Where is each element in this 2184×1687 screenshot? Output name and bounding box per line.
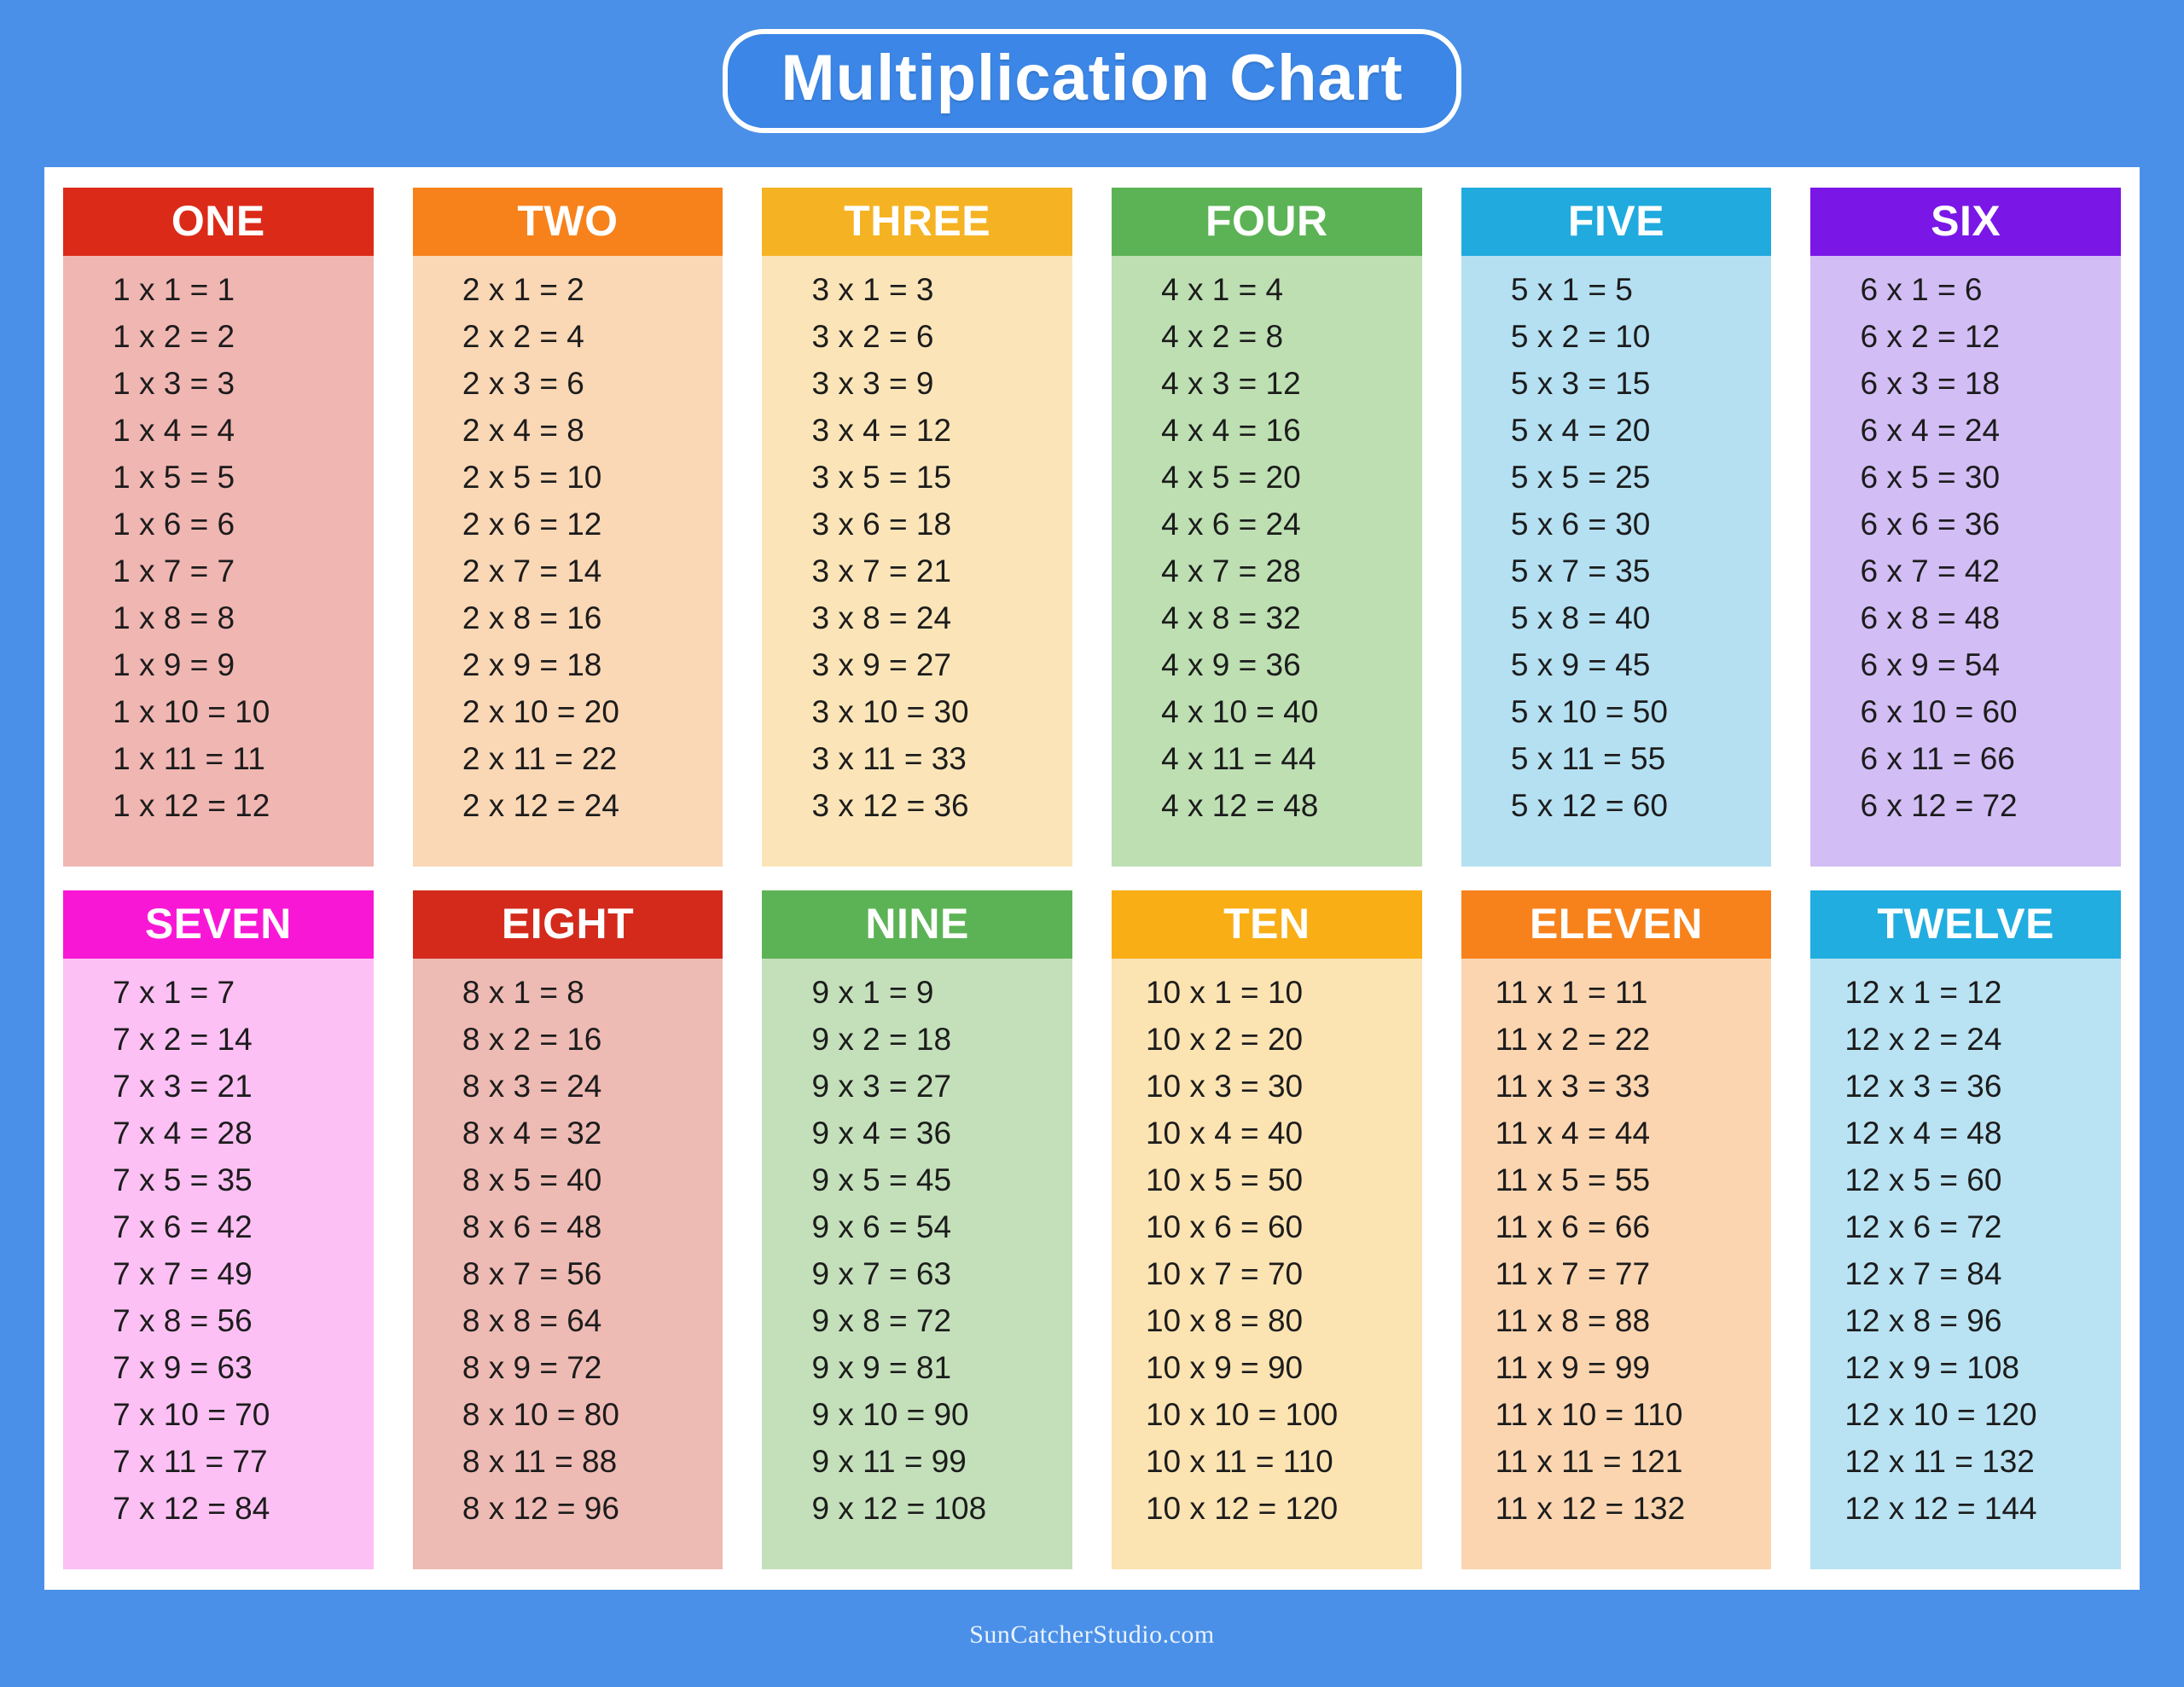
table-block-one (63, 188, 374, 867)
table-row: 10 x 11 = 110 (1145, 1444, 1333, 1479)
title-badge (723, 29, 1461, 133)
table-body (762, 256, 1072, 867)
table-row: 1 x 3 = 3 (113, 366, 235, 401)
table-row: 2 x 10 = 20 (462, 694, 619, 729)
table-row: 9 x 12 = 108 (811, 1491, 987, 1526)
table-block-three (762, 188, 1072, 867)
table-row: 8 x 1 = 8 (462, 975, 584, 1010)
table-row: 11 x 4 = 44 (1495, 1116, 1651, 1151)
table-row: 4 x 12 = 48 (1161, 788, 1319, 823)
table-header: TEN (1112, 890, 1422, 959)
table-row: 2 x 3 = 6 (462, 366, 584, 401)
table-row: 8 x 7 = 56 (462, 1256, 602, 1291)
table-block-two (413, 188, 723, 867)
table-row: 3 x 11 = 33 (811, 741, 967, 776)
table-row: 10 x 3 = 30 (1145, 1069, 1304, 1104)
table-row: 3 x 3 = 9 (811, 366, 934, 401)
table-block-nine (762, 890, 1072, 1569)
table-header: THREE (762, 188, 1072, 256)
table-row: 2 x 8 = 16 (462, 600, 602, 635)
table-row: 12 x 8 = 96 (1844, 1303, 2002, 1338)
table-row: 3 x 4 = 12 (811, 413, 952, 448)
table-row: 8 x 4 = 32 (462, 1116, 602, 1151)
table-row: 8 x 12 = 96 (462, 1491, 619, 1526)
table-row: 9 x 4 = 36 (811, 1116, 952, 1151)
table-row: 4 x 8 = 32 (1161, 600, 1301, 635)
table-row: 11 x 6 = 66 (1495, 1209, 1651, 1244)
table-row: 3 x 1 = 3 (811, 272, 934, 307)
table-row: 10 x 2 = 20 (1145, 1022, 1304, 1057)
table-row: 10 x 1 = 10 (1145, 975, 1304, 1010)
table-row: 7 x 11 = 77 (113, 1444, 268, 1479)
table-row: 6 x 4 = 24 (1860, 413, 2001, 448)
table-row: 4 x 9 = 36 (1161, 647, 1301, 682)
table-row: 9 x 1 = 9 (811, 975, 934, 1010)
table-row: 5 x 11 = 55 (1510, 741, 1666, 776)
table-header: SEVEN (63, 890, 374, 959)
table-row: 6 x 2 = 12 (1860, 319, 2001, 354)
table-row: 4 x 1 = 4 (1161, 272, 1284, 307)
table-row: 6 x 5 = 30 (1860, 460, 2001, 495)
table-row: 6 x 7 = 42 (1860, 554, 2001, 588)
table-row: 5 x 12 = 60 (1510, 788, 1668, 823)
table-row: 2 x 1 = 2 (462, 272, 584, 307)
table-body (1461, 256, 1772, 867)
table-row: 7 x 4 = 28 (113, 1116, 253, 1151)
table-body (1461, 959, 1772, 1569)
table-body (1112, 256, 1422, 867)
table-row: 4 x 7 = 28 (1161, 554, 1301, 588)
table-row: 2 x 4 = 8 (462, 413, 584, 448)
table-row: 11 x 11 = 121 (1495, 1444, 1683, 1479)
table-header: TWELVE (1810, 890, 2121, 959)
table-row: 1 x 7 = 7 (113, 554, 235, 588)
table-row: 1 x 1 = 1 (113, 272, 235, 307)
table-block-eight (413, 890, 723, 1569)
table-row: 8 x 11 = 88 (462, 1444, 618, 1479)
table-block-ten (1112, 890, 1422, 1569)
table-row: 6 x 11 = 66 (1860, 741, 2015, 776)
table-row: 11 x 1 = 11 (1495, 975, 1648, 1010)
table-row: 10 x 9 = 90 (1145, 1350, 1304, 1385)
table-row: 6 x 6 = 36 (1860, 507, 2001, 542)
table-row: 1 x 12 = 12 (113, 788, 270, 823)
table-block-twelve (1810, 890, 2121, 1569)
table-body (1810, 959, 2121, 1569)
table-row: 9 x 3 = 27 (811, 1069, 952, 1104)
table-row: 4 x 5 = 20 (1161, 460, 1301, 495)
table-row: 2 x 6 = 12 (462, 507, 602, 542)
table-row: 12 x 10 = 120 (1844, 1397, 2037, 1432)
title-container (0, 29, 2184, 133)
table-row: 8 x 10 = 80 (462, 1397, 619, 1432)
table-row: 3 x 10 = 30 (811, 694, 969, 729)
table-row: 3 x 12 = 36 (811, 788, 969, 823)
table-row: 5 x 5 = 25 (1510, 460, 1651, 495)
table-row: 12 x 4 = 48 (1844, 1116, 2002, 1151)
table-row: 9 x 7 = 63 (811, 1256, 952, 1291)
chart-card (44, 167, 2140, 1590)
table-row: 10 x 12 = 120 (1145, 1491, 1339, 1526)
table-row: 12 x 1 = 12 (1844, 975, 2002, 1010)
table-header: FOUR (1112, 188, 1422, 256)
table-row: 7 x 3 = 21 (113, 1069, 253, 1104)
table-row: 10 x 4 = 40 (1145, 1116, 1304, 1151)
page-title: Multiplication Chart (781, 42, 1403, 114)
table-row: 3 x 6 = 18 (811, 507, 952, 542)
table-row: 10 x 5 = 50 (1145, 1162, 1304, 1197)
table-row: 6 x 9 = 54 (1860, 647, 2001, 682)
table-row: 5 x 8 = 40 (1510, 600, 1651, 635)
table-row: 6 x 12 = 72 (1860, 788, 2018, 823)
table-row: 12 x 12 = 144 (1844, 1491, 2037, 1526)
table-row: 11 x 7 = 77 (1495, 1256, 1651, 1291)
table-row: 5 x 3 = 15 (1510, 366, 1651, 401)
table-row: 3 x 7 = 21 (811, 554, 952, 588)
table-header: TWO (413, 188, 723, 256)
table-row: 5 x 4 = 20 (1510, 413, 1651, 448)
table-row: 3 x 5 = 15 (811, 460, 952, 495)
table-row: 9 x 10 = 90 (811, 1397, 969, 1432)
table-row: 1 x 10 = 10 (113, 694, 270, 729)
table-row: 1 x 5 = 5 (113, 460, 235, 495)
table-row: 8 x 2 = 16 (462, 1022, 602, 1057)
table-block-eleven (1461, 890, 1772, 1569)
table-row: 10 x 8 = 80 (1145, 1303, 1304, 1338)
table-row: 7 x 8 = 56 (113, 1303, 253, 1338)
table-row: 6 x 3 = 18 (1860, 366, 2001, 401)
table-row: 7 x 2 = 14 (113, 1022, 253, 1057)
footer-credit: SunCatcherStudio.com (969, 1620, 1215, 1649)
table-row: 4 x 2 = 8 (1161, 319, 1284, 354)
table-row: 5 x 9 = 45 (1510, 647, 1651, 682)
table-row: 8 x 9 = 72 (462, 1350, 602, 1385)
table-row: 8 x 6 = 48 (462, 1209, 602, 1244)
table-row: 1 x 2 = 2 (113, 319, 235, 354)
table-row: 4 x 3 = 12 (1161, 366, 1301, 401)
table-row: 4 x 6 = 24 (1161, 507, 1301, 542)
table-row: 12 x 3 = 36 (1844, 1069, 2002, 1104)
table-row: 11 x 12 = 132 (1495, 1491, 1686, 1526)
table-block-six (1810, 188, 2121, 867)
table-row: 4 x 4 = 16 (1161, 413, 1301, 448)
table-row: 7 x 10 = 70 (113, 1397, 270, 1432)
table-row: 6 x 10 = 60 (1860, 694, 2018, 729)
table-row: 10 x 7 = 70 (1145, 1256, 1304, 1291)
table-header: FIVE (1461, 188, 1772, 256)
table-header: ONE (63, 188, 374, 256)
table-row: 3 x 2 = 6 (811, 319, 934, 354)
table-row: 5 x 7 = 35 (1510, 554, 1651, 588)
table-row: 7 x 12 = 84 (113, 1491, 270, 1526)
table-body (762, 959, 1072, 1569)
table-row: 8 x 5 = 40 (462, 1162, 602, 1197)
table-row: 1 x 8 = 8 (113, 600, 235, 635)
table-body (413, 959, 723, 1569)
table-row: 8 x 8 = 64 (462, 1303, 602, 1338)
table-row: 5 x 2 = 10 (1510, 319, 1651, 354)
table-row: 5 x 6 = 30 (1510, 507, 1651, 542)
table-body (63, 256, 374, 867)
table-row: 7 x 1 = 7 (113, 975, 235, 1010)
table-row: 12 x 5 = 60 (1844, 1162, 2002, 1197)
table-row: 4 x 11 = 44 (1161, 741, 1316, 776)
table-header: NINE (762, 890, 1072, 959)
table-block-seven (63, 890, 374, 1569)
table-row: 7 x 5 = 35 (113, 1162, 253, 1197)
table-row: 11 x 2 = 22 (1495, 1022, 1651, 1057)
table-row: 2 x 9 = 18 (462, 647, 602, 682)
table-row: 1 x 6 = 6 (113, 507, 235, 542)
table-body (1112, 959, 1422, 1569)
tables-grid (63, 188, 2121, 1569)
table-row: 11 x 10 = 110 (1495, 1397, 1683, 1432)
table-row: 10 x 6 = 60 (1145, 1209, 1304, 1244)
table-row: 11 x 5 = 55 (1495, 1162, 1651, 1197)
table-row: 2 x 7 = 14 (462, 554, 602, 588)
table-row: 12 x 7 = 84 (1844, 1256, 2002, 1291)
table-row: 9 x 9 = 81 (811, 1350, 952, 1385)
table-row: 11 x 3 = 33 (1495, 1069, 1651, 1104)
table-row: 9 x 11 = 99 (811, 1444, 967, 1479)
table-row: 12 x 2 = 24 (1844, 1022, 2002, 1057)
table-row: 12 x 6 = 72 (1844, 1209, 2002, 1244)
table-row: 7 x 6 = 42 (113, 1209, 253, 1244)
table-body (413, 256, 723, 867)
table-header: ELEVEN (1461, 890, 1772, 959)
table-row: 6 x 8 = 48 (1860, 600, 2001, 635)
table-block-five (1461, 188, 1772, 867)
table-row: 2 x 12 = 24 (462, 788, 619, 823)
table-row: 9 x 6 = 54 (811, 1209, 952, 1244)
table-body (63, 959, 374, 1569)
table-row: 12 x 11 = 132 (1844, 1444, 2035, 1479)
table-row: 2 x 11 = 22 (462, 741, 618, 776)
table-row: 3 x 9 = 27 (811, 647, 952, 682)
table-row: 12 x 9 = 108 (1844, 1350, 2020, 1385)
table-row: 7 x 7 = 49 (113, 1256, 253, 1291)
table-row: 8 x 3 = 24 (462, 1069, 602, 1104)
table-row: 5 x 10 = 50 (1510, 694, 1668, 729)
table-row: 1 x 4 = 4 (113, 413, 235, 448)
table-row: 1 x 9 = 9 (113, 647, 235, 682)
table-block-four (1112, 188, 1422, 867)
table-row: 11 x 9 = 99 (1495, 1350, 1651, 1385)
table-row: 7 x 9 = 63 (113, 1350, 253, 1385)
table-row: 3 x 8 = 24 (811, 600, 952, 635)
table-row: 2 x 5 = 10 (462, 460, 602, 495)
table-row: 10 x 10 = 100 (1145, 1397, 1339, 1432)
table-row: 9 x 8 = 72 (811, 1303, 952, 1338)
table-row: 5 x 1 = 5 (1510, 272, 1633, 307)
table-row: 9 x 5 = 45 (811, 1162, 952, 1197)
table-row: 9 x 2 = 18 (811, 1022, 952, 1057)
table-row: 4 x 10 = 40 (1161, 694, 1319, 729)
table-row: 1 x 11 = 11 (113, 741, 265, 776)
table-row: 2 x 2 = 4 (462, 319, 584, 354)
table-row: 11 x 8 = 88 (1495, 1303, 1651, 1338)
table-header: EIGHT (413, 890, 723, 959)
table-header: SIX (1810, 188, 2121, 256)
table-row: 6 x 1 = 6 (1860, 272, 1983, 307)
table-body (1810, 256, 2121, 867)
